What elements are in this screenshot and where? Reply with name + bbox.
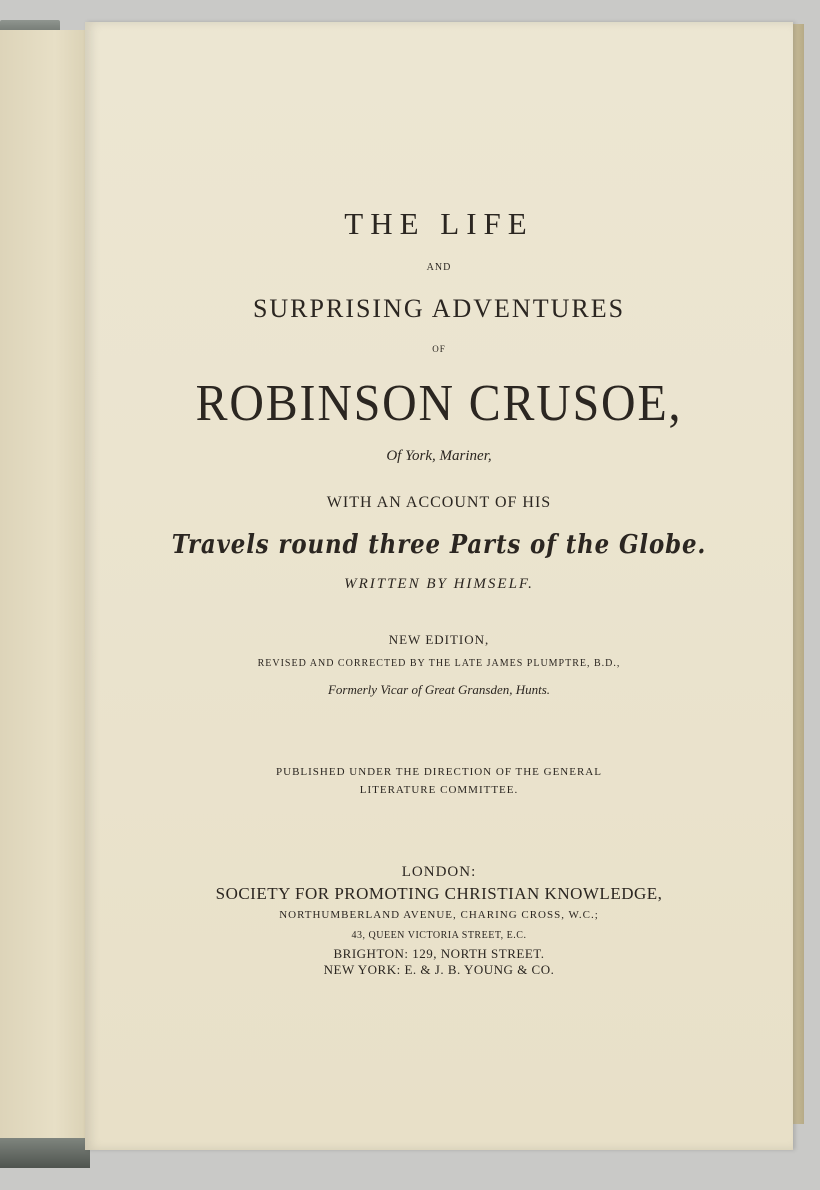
title-line-surprising-adventures: SURPRISING ADVENTURES [252,294,626,323]
imprint-publisher: SOCIETY FOR PROMOTING CHRISTIAN KNOWLEDGE, [215,884,663,903]
revised-line: REVISED AND CORRECTED BY THE LATE JAMES PLUMPTRE, B.D., [257,658,621,669]
title-line-and: AND [426,262,452,273]
left-page [0,30,92,1150]
formerly-line: Formerly Vicar of Great Gransden, Hunts. [327,682,551,697]
title-page [85,22,793,1150]
subtitle-of-york: Of York, Mariner, [386,448,492,464]
edition-line: NEW EDITION, [388,632,490,647]
book-spine-bottom [0,1138,90,1168]
published-line-2: LITERATURE COMMITTEE. [359,784,519,796]
imprint-address-2: 43, QUEEN VICTORIA STREET, E.C. [351,930,527,941]
imprint-address-3: BRIGHTON: 129, NORTH STREET. [333,946,545,961]
subtitle-travels: Travels round three Parts of the Globe. [171,530,707,560]
subtitle-account: WITH AN ACCOUNT OF HIS [326,494,552,511]
imprint-address-1: NORTHUMBERLAND AVENUE, CHARING CROSS, W.C.; [279,909,599,921]
title-line-the-life: THE LIFE [344,206,534,241]
imprint-city: LONDON: [401,864,477,880]
subtitle-written-by-himself: WRITTEN BY HIMSELF. [344,576,534,592]
title-main-robinson-crusoe: ROBINSON CRUSOE, [195,375,683,432]
title-line-of: OF [432,344,446,354]
imprint-address-4: NEW YORK: E. & J. B. YOUNG & CO. [323,962,555,977]
published-line-1: PUBLISHED UNDER THE DIRECTION OF THE GENERAL [276,766,602,778]
